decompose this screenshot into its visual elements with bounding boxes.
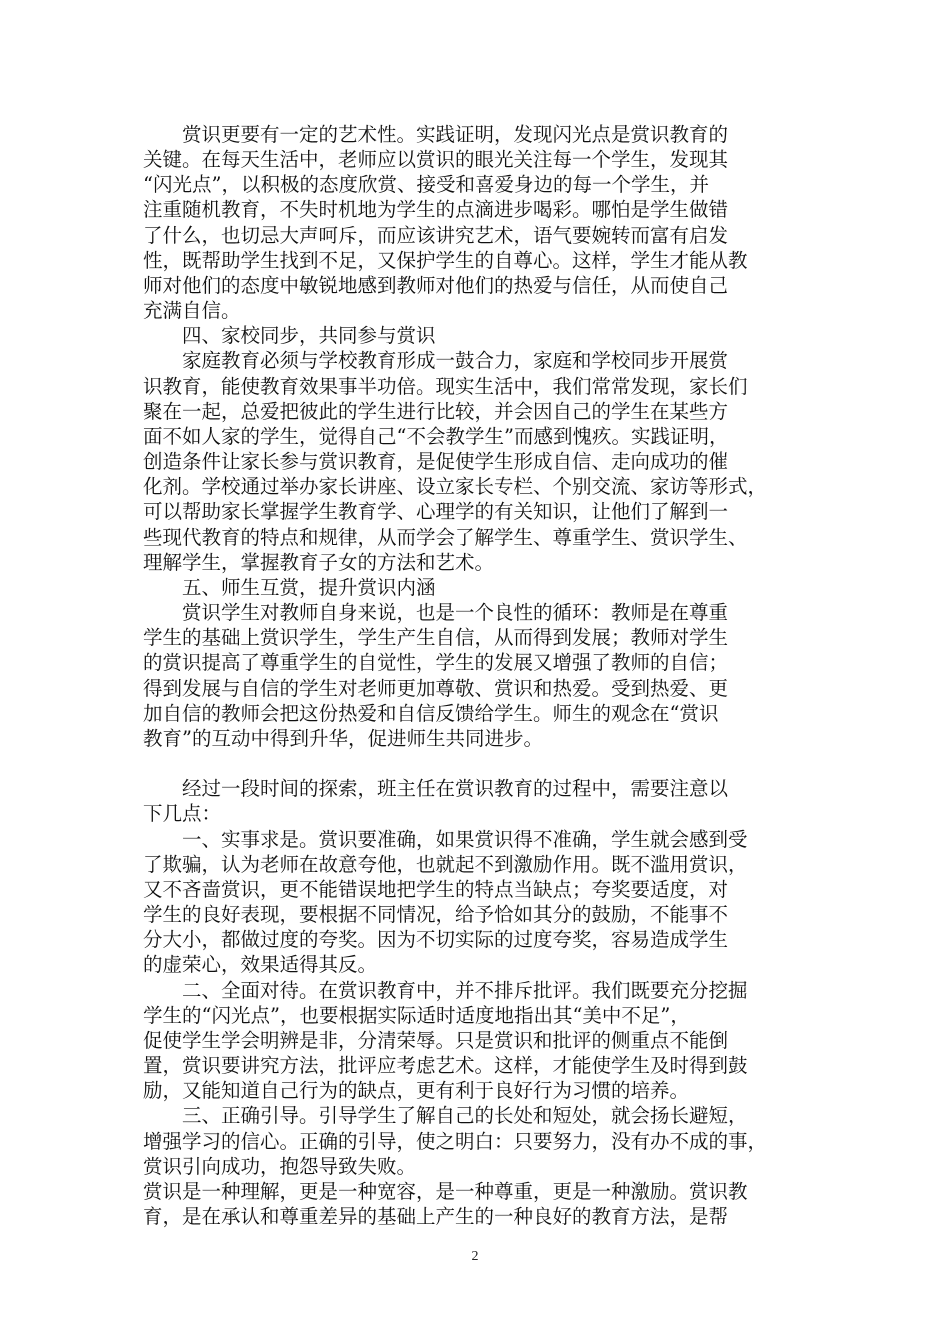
text-line: 加自信的教师会把这份热爱和自信反馈给学生。师生的观念在“赏识 xyxy=(143,702,719,725)
text-line: 赏识学生对教师自身来说，也是一个良性的循环：教师是在尊重 xyxy=(182,601,729,624)
text-line: 教育”的互动中得到升华，促进师生共同进步。 xyxy=(143,727,543,750)
text-line: 置，赏识要讲究方法，批评应考虑艺术。这样，才能使学生及时得到鼓 xyxy=(143,1054,748,1077)
text-line: 些现代教育的特点和规律，从而学会了解学生、尊重学生、赏识学生、 xyxy=(143,526,748,549)
text-line: 性，既帮助学生找到不足，又保护学生的自尊心。这样，学生才能从教 xyxy=(143,249,748,272)
text-line: 经过一段时间的探索，班主任在赏识教育的过程中，需要注意以 xyxy=(182,777,729,800)
text-line: 分大小，都做过度的夸奖。因为不切实际的过度夸奖，容易造成学生 xyxy=(143,928,729,951)
text-line: 关键。在每天生活中，老师应以赏识的眼光关注每一个学生，发现其 xyxy=(143,148,729,171)
text-line: 创造条件让家长参与赏识教育，是促使学生形成自信、走向成功的催 xyxy=(143,450,729,473)
text-line: 促使学生学会明辨是非，分清荣辱。只是赏识和批评的侧重点不能倒 xyxy=(143,1029,729,1052)
text-line: 师对他们的态度中敏锐地感到教师对他们的热爱与信任，从而使自己 xyxy=(143,274,729,297)
text-line: 又不吝啬赏识，更不能错误地把学生的特点当缺点；夸奖要适度，对 xyxy=(143,878,729,901)
text-line: “闪光点”，以积极的态度欣赏、接受和喜爱身边的每一个学生，并 xyxy=(143,173,709,196)
text-line: 赏识引向成功，抱怨导致失败。 xyxy=(143,1155,417,1178)
text-line: 下几点： xyxy=(143,802,222,825)
text-line: 注重随机教育，不失时机地为学生的点滴进步喝彩。哪怕是学生做错 xyxy=(143,198,729,221)
section-heading: 五、师生互赏，提升赏识内涵 xyxy=(182,576,436,599)
page-number: 2 xyxy=(471,1249,479,1264)
text-line: 学生的基础上赏识学生，学生产生自信，从而得到发展；教师对学生 xyxy=(143,626,729,649)
text-line: 充满自信。 xyxy=(143,299,241,322)
text-line: 聚在一起，总爱把彼此的学生进行比较，并会因自己的学生在某些方 xyxy=(143,400,729,423)
text-line: 三、正确引导。引导学生了解自己的长处和短处，就会扬长避短， xyxy=(182,1104,748,1127)
text-line: 学生的“闪光点”，也要根据实际适时适度地指出其“美中不足”， xyxy=(143,1004,690,1027)
text-line: 化剂。学校通过举办家长讲座、设立家长专栏、个别交流、家访等形式， xyxy=(143,475,768,498)
text-line: 赏识更要有一定的艺术性。实践证明，发现闪光点是赏识教育的 xyxy=(182,123,729,146)
text-line: 二、全面对待。在赏识教育中，并不排斥批评。我们既要充分挖掘 xyxy=(182,979,748,1002)
text-line: 增强学习的信心。正确的引导，使之明白：只要努力，没有办不成的事， xyxy=(143,1130,768,1153)
text-line: 面不如人家的学生，觉得自己“不会教学生”而感到愧疚。实践证明， xyxy=(143,425,729,448)
section-heading: 四、家校同步，共同参与赏识 xyxy=(182,324,436,347)
text-line: 了什么，也切忌大声呵斥，而应该讲究艺术，语气要婉转而富有启发 xyxy=(143,224,729,247)
text-line: 得到发展与自信的学生对老师更加尊敬、赏识和热爱。受到热爱、更 xyxy=(143,677,729,700)
text-line: 学生的良好表现，要根据不同情况，给予恰如其分的鼓励，不能事不 xyxy=(143,903,729,926)
text-line: 的赏识提高了尊重学生的自觉性，学生的发展又增强了教师的自信； xyxy=(143,651,729,674)
text-line: 家庭教育必须与学校教育形成一鼓合力，家庭和学校同步开展赏 xyxy=(182,349,729,372)
text-line: 了欺骗，认为老师在故意夸他，也就起不到激励作用。既不滥用赏识， xyxy=(143,853,748,876)
text-line: 励，又能知道自己行为的缺点，更有利于良好行为习惯的培养。 xyxy=(143,1079,690,1102)
text-line: 育，是在承认和尊重差异的基础上产生的一种良好的教育方法，是帮 xyxy=(143,1205,729,1228)
text-line: 一、实事求是。赏识要准确，如果赏识得不准确，学生就会感到受 xyxy=(182,828,748,851)
text-line: 赏识是一种理解，更是一种宽容，是一种尊重，更是一种激励。赏识教 xyxy=(143,1180,748,1203)
text-line: 识教育，能使教育效果事半功倍。现实生活中，我们常常发现，家长们 xyxy=(143,375,748,398)
text-line: 的虚荣心，效果适得其反。 xyxy=(143,953,378,976)
text-line: 可以帮助家长掌握学生教育学、心理学的有关知识，让他们了解到一 xyxy=(143,500,729,523)
text-line: 理解学生，掌握教育子女的方法和艺术。 xyxy=(143,551,495,574)
